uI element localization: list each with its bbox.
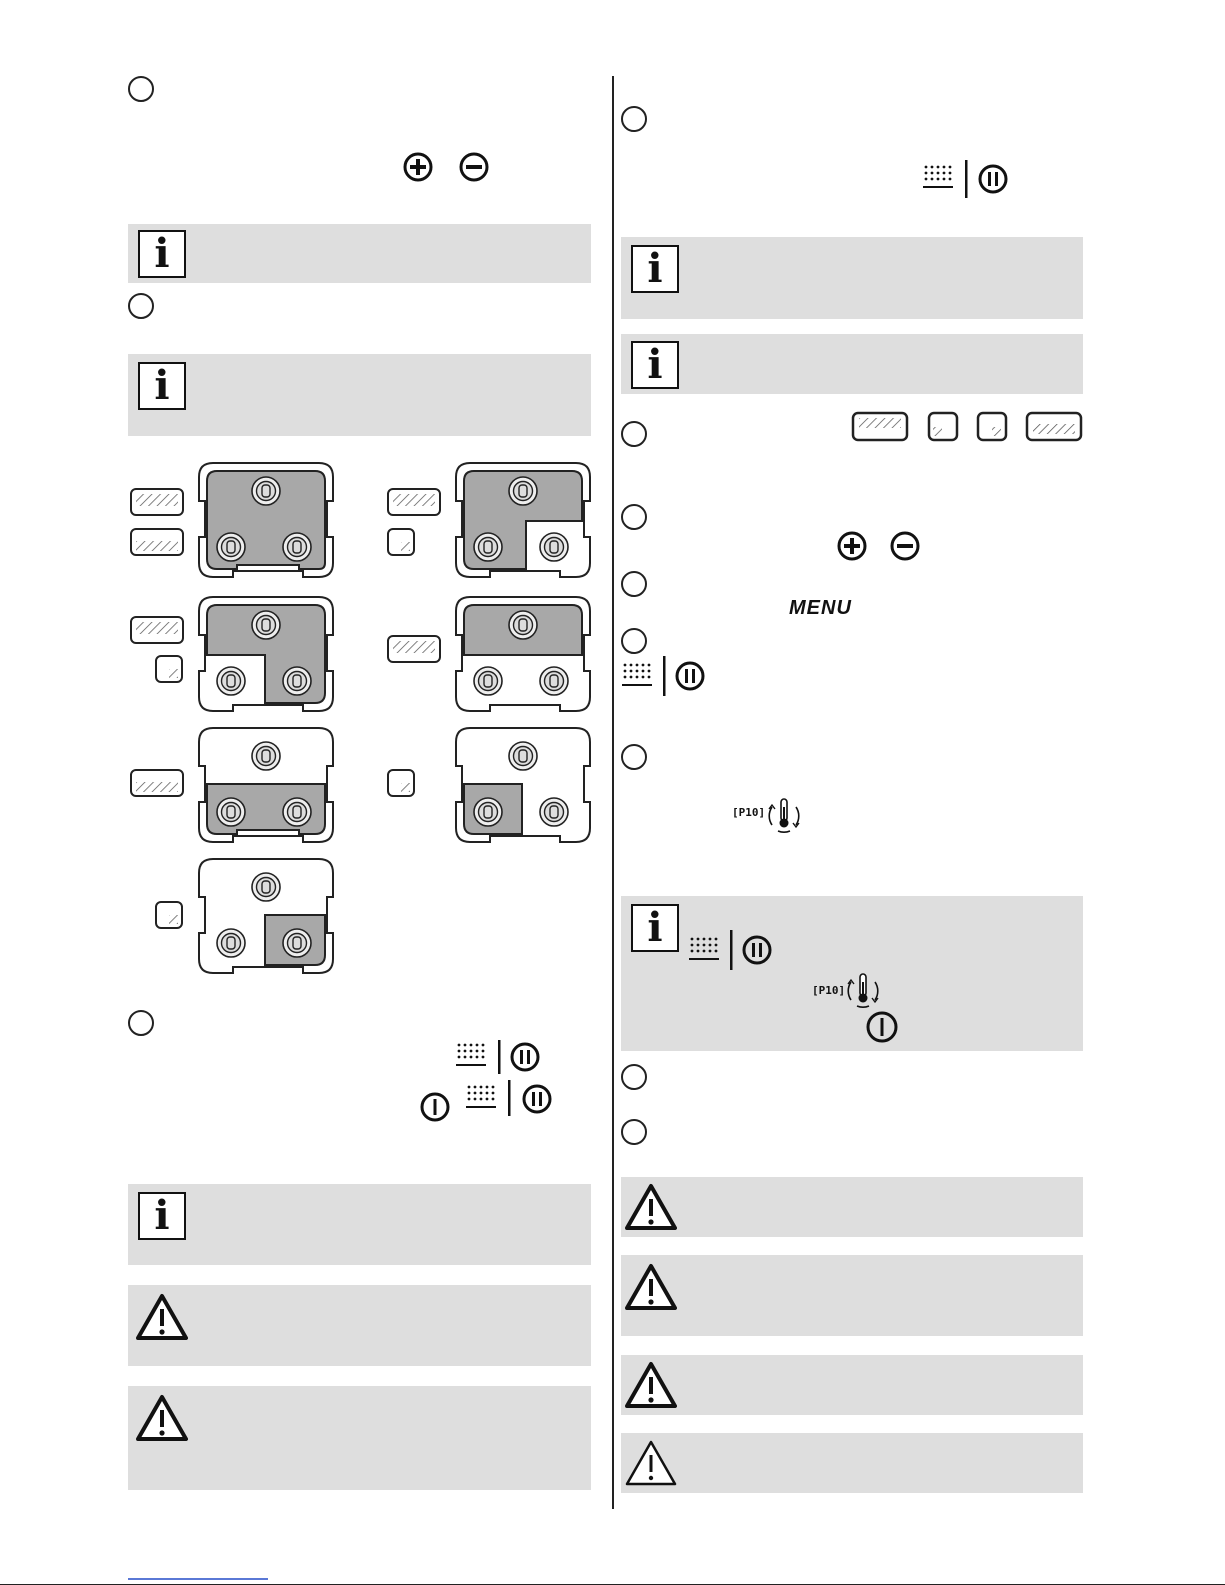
- warning-triangle-icon: [625, 1361, 677, 1409]
- p10-label: [P10]: [812, 984, 846, 997]
- heat-dots-icon: [465, 1080, 555, 1116]
- minus-circle-icon: [889, 530, 921, 562]
- step-marker: [621, 106, 647, 132]
- menu-key-label: MENU: [789, 597, 852, 619]
- power-icon: [418, 1090, 452, 1124]
- warning-box: [128, 1285, 591, 1366]
- thermometer-cycle-icon: [843, 970, 883, 1010]
- step-marker: [621, 744, 647, 770]
- plus-circle-icon: [402, 151, 434, 183]
- warning-box: [621, 1177, 1083, 1237]
- step-marker: [621, 1064, 647, 1090]
- p10-label: [P10]: [732, 806, 766, 819]
- column-divider: [612, 76, 614, 1509]
- info-icon: i: [138, 1192, 186, 1240]
- warning-triangle-icon: [136, 1293, 188, 1341]
- warning-triangle-icon: [625, 1439, 677, 1487]
- step-marker: [621, 571, 647, 597]
- cooking-zone-diagrams: [120, 455, 600, 985]
- heat-dots-icon: [621, 656, 711, 696]
- info-icon: i: [138, 230, 186, 278]
- info-box: [621, 334, 1083, 394]
- step-marker: [621, 628, 647, 654]
- footer-link-underline[interactable]: [128, 1578, 268, 1580]
- info-box: [128, 1184, 591, 1265]
- warning-box: [128, 1386, 591, 1490]
- step-marker: [128, 76, 154, 102]
- zone-selector-buttons: [850, 410, 1084, 444]
- power-icon: [864, 1009, 900, 1045]
- info-box: [621, 237, 1083, 319]
- warning-box: [621, 1255, 1083, 1336]
- info-box: [128, 224, 591, 283]
- heat-dots-icon: [688, 930, 778, 970]
- plus-circle-icon: [836, 530, 868, 562]
- heat-dots-icon: [455, 1040, 545, 1074]
- step-marker: [621, 504, 647, 530]
- warning-box: [621, 1433, 1083, 1493]
- info-box: [128, 354, 591, 436]
- minus-circle-icon: [458, 151, 490, 183]
- warning-triangle-icon: [625, 1263, 677, 1311]
- step-marker: [128, 1010, 154, 1036]
- step-marker: [621, 421, 647, 447]
- info-icon: i: [138, 362, 186, 410]
- warning-box: [621, 1355, 1083, 1415]
- info-icon: i: [631, 245, 679, 293]
- warning-triangle-icon: [136, 1394, 188, 1442]
- step-marker: [128, 293, 154, 319]
- info-icon: i: [631, 341, 679, 389]
- info-icon: i: [631, 904, 679, 952]
- warning-triangle-icon: [625, 1183, 677, 1231]
- heat-dots-icon: [922, 160, 1012, 198]
- step-marker: [621, 1119, 647, 1145]
- thermometer-cycle-icon: [764, 795, 804, 835]
